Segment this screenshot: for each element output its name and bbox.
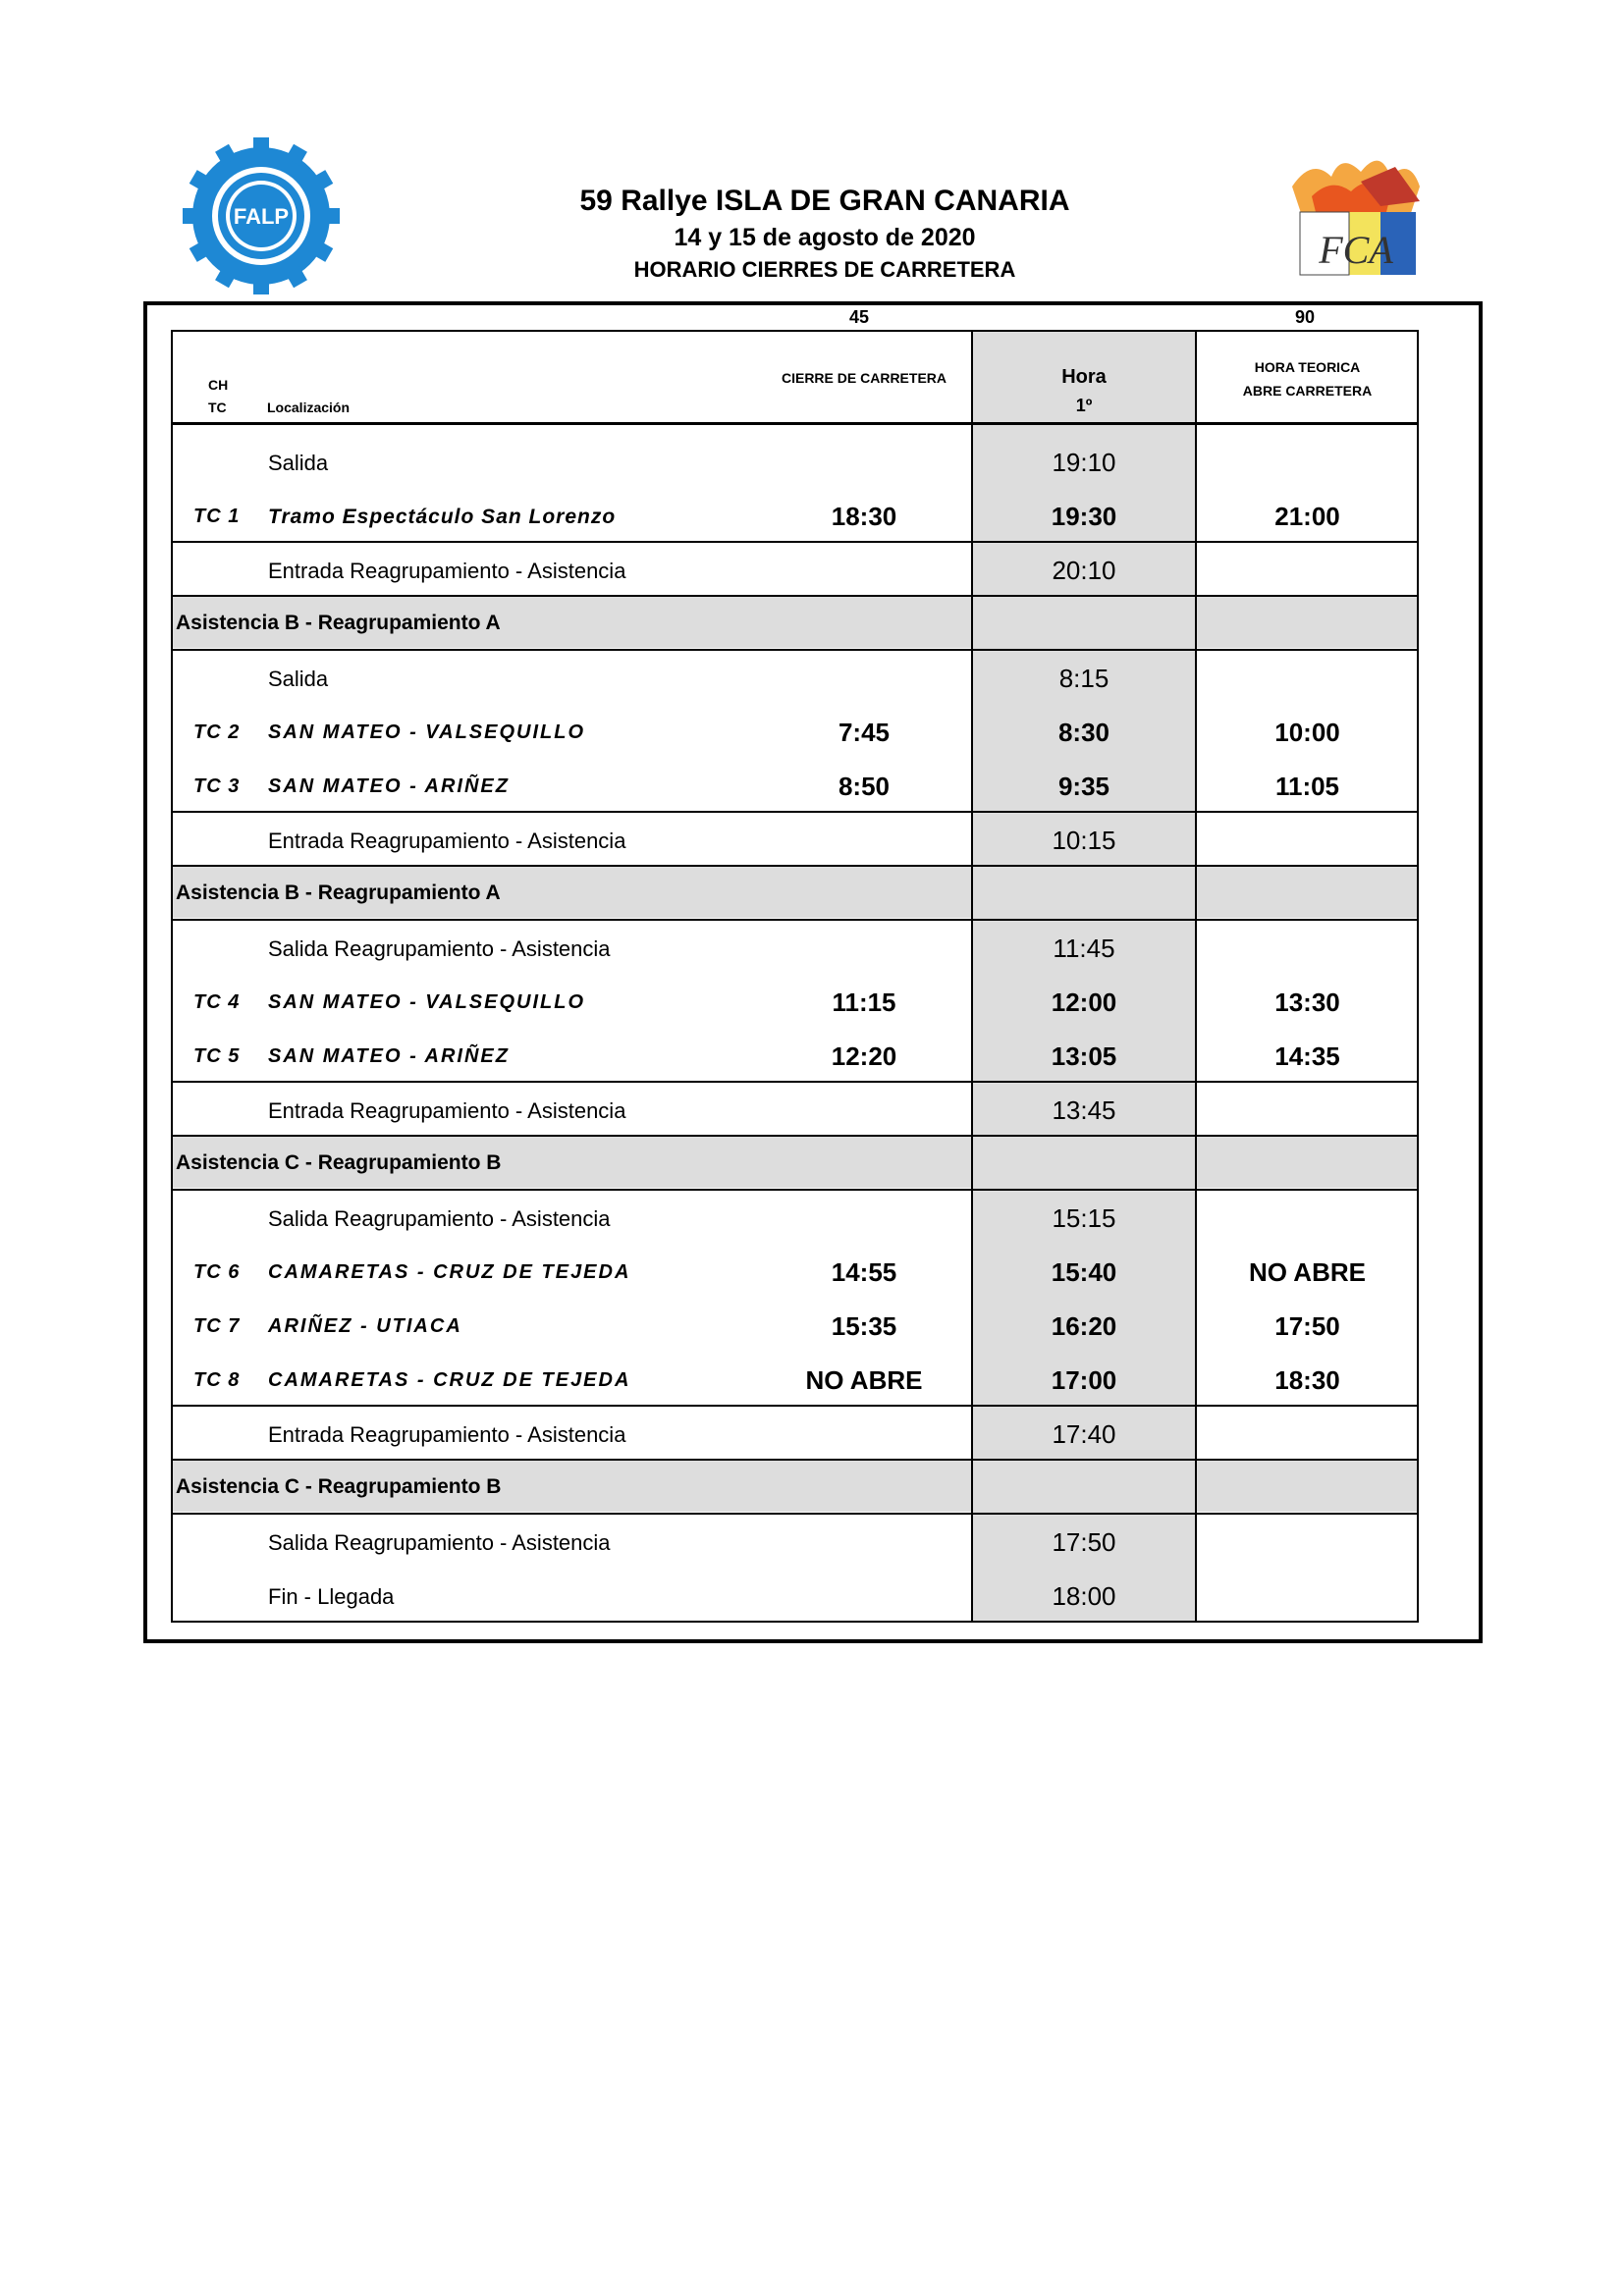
tc-header: TC: [208, 400, 227, 415]
hora-time: 13:05: [1051, 1041, 1117, 1071]
abre-time: 18:30: [1274, 1365, 1340, 1395]
location-label: SAN MATEO - ARIÑEZ: [268, 1045, 510, 1067]
hora-time: 17:50: [1052, 1527, 1116, 1557]
stage-code: TC 8: [193, 1369, 241, 1391]
location-label: Tramo Espectáculo San Lorenzo: [268, 506, 617, 528]
header-divider: [171, 422, 1419, 425]
section-label: Asistencia B - Reagrupamiento A: [176, 612, 501, 634]
location-label: CAMARETAS - CRUZ DE TEJEDA: [268, 1261, 631, 1283]
cierre-time: 8:50: [838, 772, 891, 801]
localizacion-header: Localización: [267, 400, 351, 415]
stage-code: TC 5: [193, 1045, 241, 1067]
abre-offset: 90: [1295, 307, 1316, 327]
falp-logo: [183, 137, 340, 294]
hora-time: 12:00: [1051, 988, 1117, 1017]
stage-code: TC 2: [193, 721, 241, 743]
stage-code: TC 7: [193, 1315, 241, 1337]
stage-code: TC 4: [193, 991, 241, 1013]
stage-code: TC 6: [193, 1261, 241, 1283]
hora-time: 11:45: [1053, 934, 1115, 963]
falp-logo-text: FALP: [233, 204, 290, 229]
hora-time: 15:40: [1051, 1257, 1117, 1287]
hora-time: 13:45: [1052, 1095, 1116, 1125]
hora-time: 8:30: [1057, 718, 1110, 747]
location-label: Salida Reagrupamiento - Asistencia: [268, 936, 611, 961]
hora-time: 16:20: [1051, 1311, 1117, 1341]
hora-time: 17:00: [1051, 1365, 1117, 1395]
event-dates: 14 y 15 de agosto de 2020: [674, 224, 976, 251]
hora-time: 10:15: [1052, 826, 1116, 855]
abre-time: 13:30: [1274, 988, 1340, 1017]
section-label: Asistencia B - Reagrupamiento A: [176, 881, 501, 904]
location-label: SAN MATEO - VALSEQUILLO: [268, 721, 586, 743]
abre-time: 11:05: [1274, 772, 1340, 801]
section-label: Asistencia C - Reagrupamiento B: [176, 1475, 502, 1498]
location-label: Salida: [268, 451, 329, 475]
cierre-time: 14:55: [831, 1257, 897, 1287]
abre-header-line2: ABRE CARRETERA: [1242, 383, 1373, 399]
cierre-time: 18:30: [831, 502, 897, 531]
location-label: Entrada Reagrupamiento - Asistencia: [268, 828, 626, 853]
stage-code: TC 3: [193, 775, 241, 797]
hora-time: 8:15: [1058, 664, 1109, 693]
hora-time: 9:35: [1057, 772, 1110, 801]
cierre-time: 7:45: [838, 718, 891, 747]
hora-header: Hora: [1061, 366, 1107, 388]
location-label: SAN MATEO - ARIÑEZ: [268, 775, 510, 797]
cierre-time: 12:20: [831, 1041, 897, 1071]
location-label: Salida: [268, 667, 329, 691]
fca-logo-text: FCA: [1319, 228, 1393, 272]
location-label: Fin - Llegada: [268, 1584, 395, 1609]
document-subtitle: HORARIO CIERRES DE CARRETERA: [633, 257, 1016, 282]
abre-header-line1: HORA TEORICA: [1254, 359, 1361, 375]
cierre-offset: 45: [849, 307, 870, 327]
hora-sub-header: 1º: [1075, 396, 1093, 415]
hora-time: 19:10: [1052, 448, 1116, 477]
hora-time: 19:30: [1051, 502, 1117, 531]
section-label: Asistencia C - Reagrupamiento B: [176, 1151, 502, 1174]
stage-code: TC 1: [193, 506, 241, 527]
location-label: Salida Reagrupamiento - Asistencia: [268, 1206, 611, 1231]
document-title: 59 Rallye ISLA DE GRAN CANARIA: [579, 185, 1070, 217]
hora-time: 17:40: [1052, 1419, 1116, 1449]
abre-time: NO ABRE: [1249, 1257, 1366, 1287]
location-label: Entrada Reagrupamiento - Asistencia: [268, 1098, 626, 1123]
location-label: ARIÑEZ - UTIACA: [268, 1315, 462, 1337]
abre-time: 17:50: [1274, 1311, 1340, 1341]
fca-logo: [1272, 147, 1434, 281]
cierre-time: 15:35: [831, 1311, 897, 1341]
hora-time: 15:15: [1052, 1203, 1116, 1233]
ch-header: CH: [208, 377, 229, 393]
location-label: Entrada Reagrupamiento - Asistencia: [268, 1422, 626, 1447]
location-label: Salida Reagrupamiento - Asistencia: [268, 1530, 611, 1555]
abre-time: 10:00: [1274, 718, 1340, 747]
hora-time: 20:10: [1052, 556, 1116, 585]
abre-time: 21:00: [1274, 502, 1340, 531]
cierre-time: NO ABRE: [805, 1365, 923, 1395]
location-label: Entrada Reagrupamiento - Asistencia: [268, 559, 626, 583]
cierre-time: 11:15: [832, 988, 896, 1017]
location-label: SAN MATEO - VALSEQUILLO: [268, 991, 586, 1013]
location-label: CAMARETAS - CRUZ DE TEJEDA: [268, 1369, 631, 1391]
cierre-header: CIERRE DE CARRETERA: [781, 370, 947, 386]
abre-time: 14:35: [1274, 1041, 1340, 1071]
hora-time: 18:00: [1052, 1581, 1116, 1611]
